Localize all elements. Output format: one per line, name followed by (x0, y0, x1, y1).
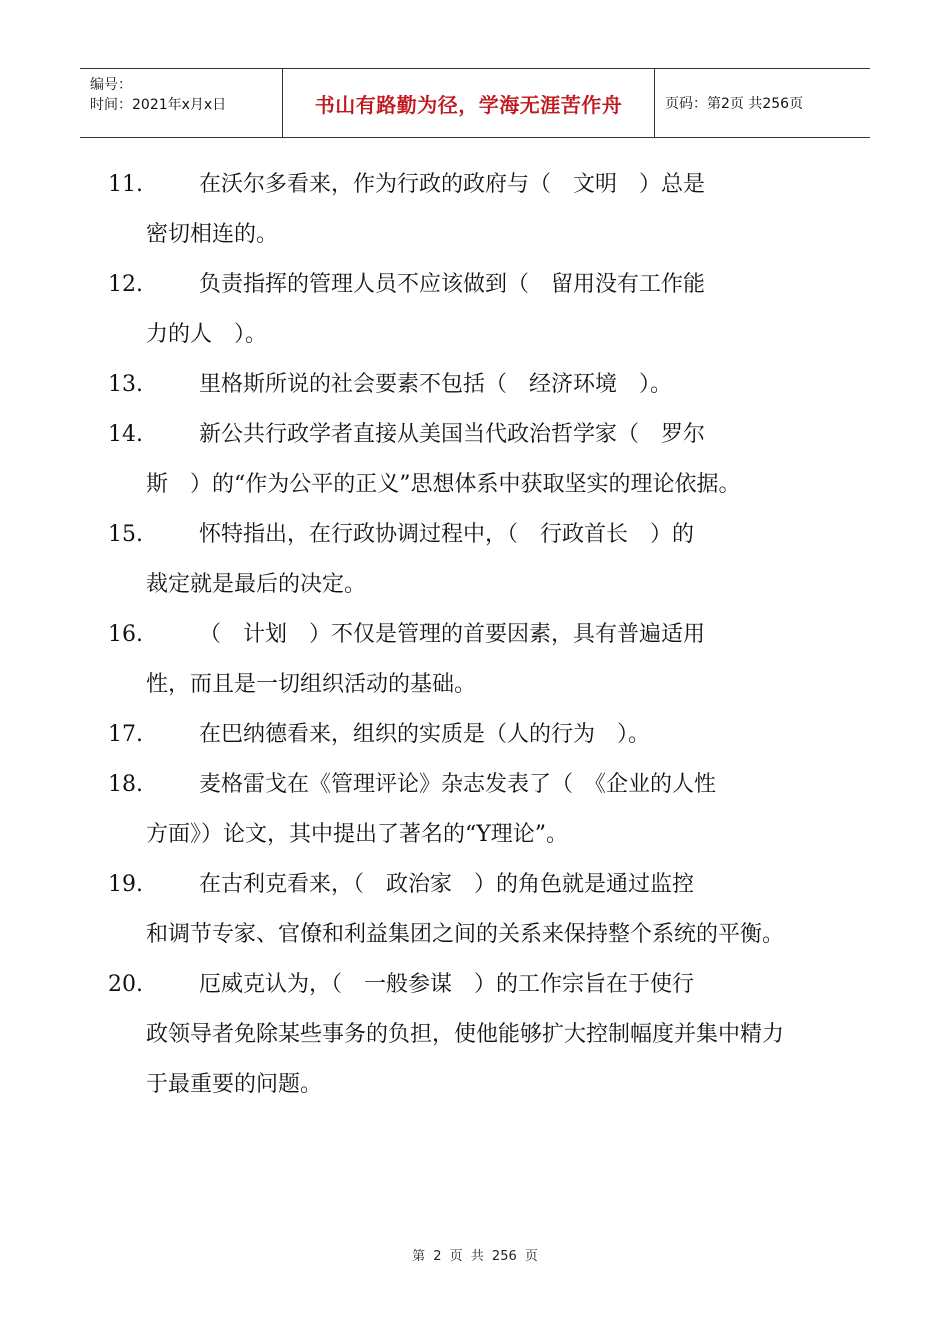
page-footer: 第 2 页 共 256 页 (412, 1249, 538, 1264)
header-date: 时间：2021年x月x日 (90, 97, 227, 113)
item-text-continued: 密切相连的。 (146, 222, 279, 247)
list-item (108, 710, 798, 760)
item-text-first-line: （ 计划 ）不仅是管理的首要因素，具有普遍适用 (199, 622, 706, 647)
item-text-first-line: 新公共行政学者直接从美国当代政治哲学家（ 罗尔 (199, 422, 706, 447)
item-text-first-line: 厄威克认为，（ 一般参谋 ）的工作宗旨在于使行 (199, 972, 695, 997)
item-number: 16. (108, 622, 143, 647)
item-text-first-line: 负责指挥的管理人员不应该做到（ 留用没有工作能 (199, 272, 706, 297)
item-text-first-line: 在巴纳德看来，组织的实质是（人的行为 ）。 (199, 722, 651, 747)
question-list (108, 160, 798, 1110)
item-text-first-line: 里格斯所说的社会要素不包括（ 经济环境 ）。 (199, 372, 673, 397)
item-text-continued: 力的人 ）。 (146, 322, 268, 347)
item-number: 13. (108, 372, 143, 397)
item-text-continued: 性，而且是一切组织活动的基础。 (146, 672, 477, 697)
header-page-info: 页码：第2页 共256页 (665, 96, 804, 112)
item-number: 17. (108, 722, 143, 747)
item-number: 11. (108, 172, 143, 197)
list-item (108, 260, 798, 360)
item-number: 15. (108, 522, 143, 547)
list-item (108, 610, 798, 710)
list-item (108, 510, 798, 610)
item-number: 12. (108, 272, 143, 297)
item-number: 18. (108, 772, 143, 797)
item-text-continued: 和调节专家、官僚和利益集团之间的关系来保持整个系统的平衡。 (146, 922, 785, 947)
item-number: 19. (108, 872, 143, 897)
header-meta (80, 69, 283, 137)
page-header (80, 68, 870, 138)
item-text-continued: 斯 ）的“作为公平的正义”思想体系中获取坚实的理论依据。 (146, 472, 741, 497)
list-item (108, 960, 798, 1110)
list-item (108, 410, 798, 510)
list-item (108, 360, 798, 410)
item-text-first-line: 麦格雷戈在《管理评论》杂志发表了（ 《企业的人性 (199, 772, 717, 797)
header-motto: 书山有路勤为径，学海无涯苦作舟 (283, 69, 655, 137)
list-item (108, 760, 798, 860)
item-number: 20. (108, 972, 143, 997)
item-text-continued: 政领导者免除某些事务的负担，使他能够扩大控制幅度并集中精力于最重要的问题。 (146, 1022, 785, 1097)
item-text-first-line: 在古利克看来，（ 政治家 ）的角色就是通过监控 (199, 872, 695, 897)
item-text-continued: 裁定就是最后的决定。 (146, 572, 367, 597)
item-text-first-line: 怀特指出，在行政协调过程中，（ 行政首长 ）的 (199, 522, 695, 547)
item-text-first-line: 在沃尔多看来，作为行政的政府与（ 文明 ）总是 (199, 172, 706, 197)
list-item (108, 160, 798, 260)
item-text-continued: 方面》）论文，其中提出了著名的“Y理论”。 (146, 822, 569, 847)
list-item (108, 860, 798, 960)
item-number: 14. (108, 422, 143, 447)
header-id-label: 编号： (90, 77, 132, 93)
